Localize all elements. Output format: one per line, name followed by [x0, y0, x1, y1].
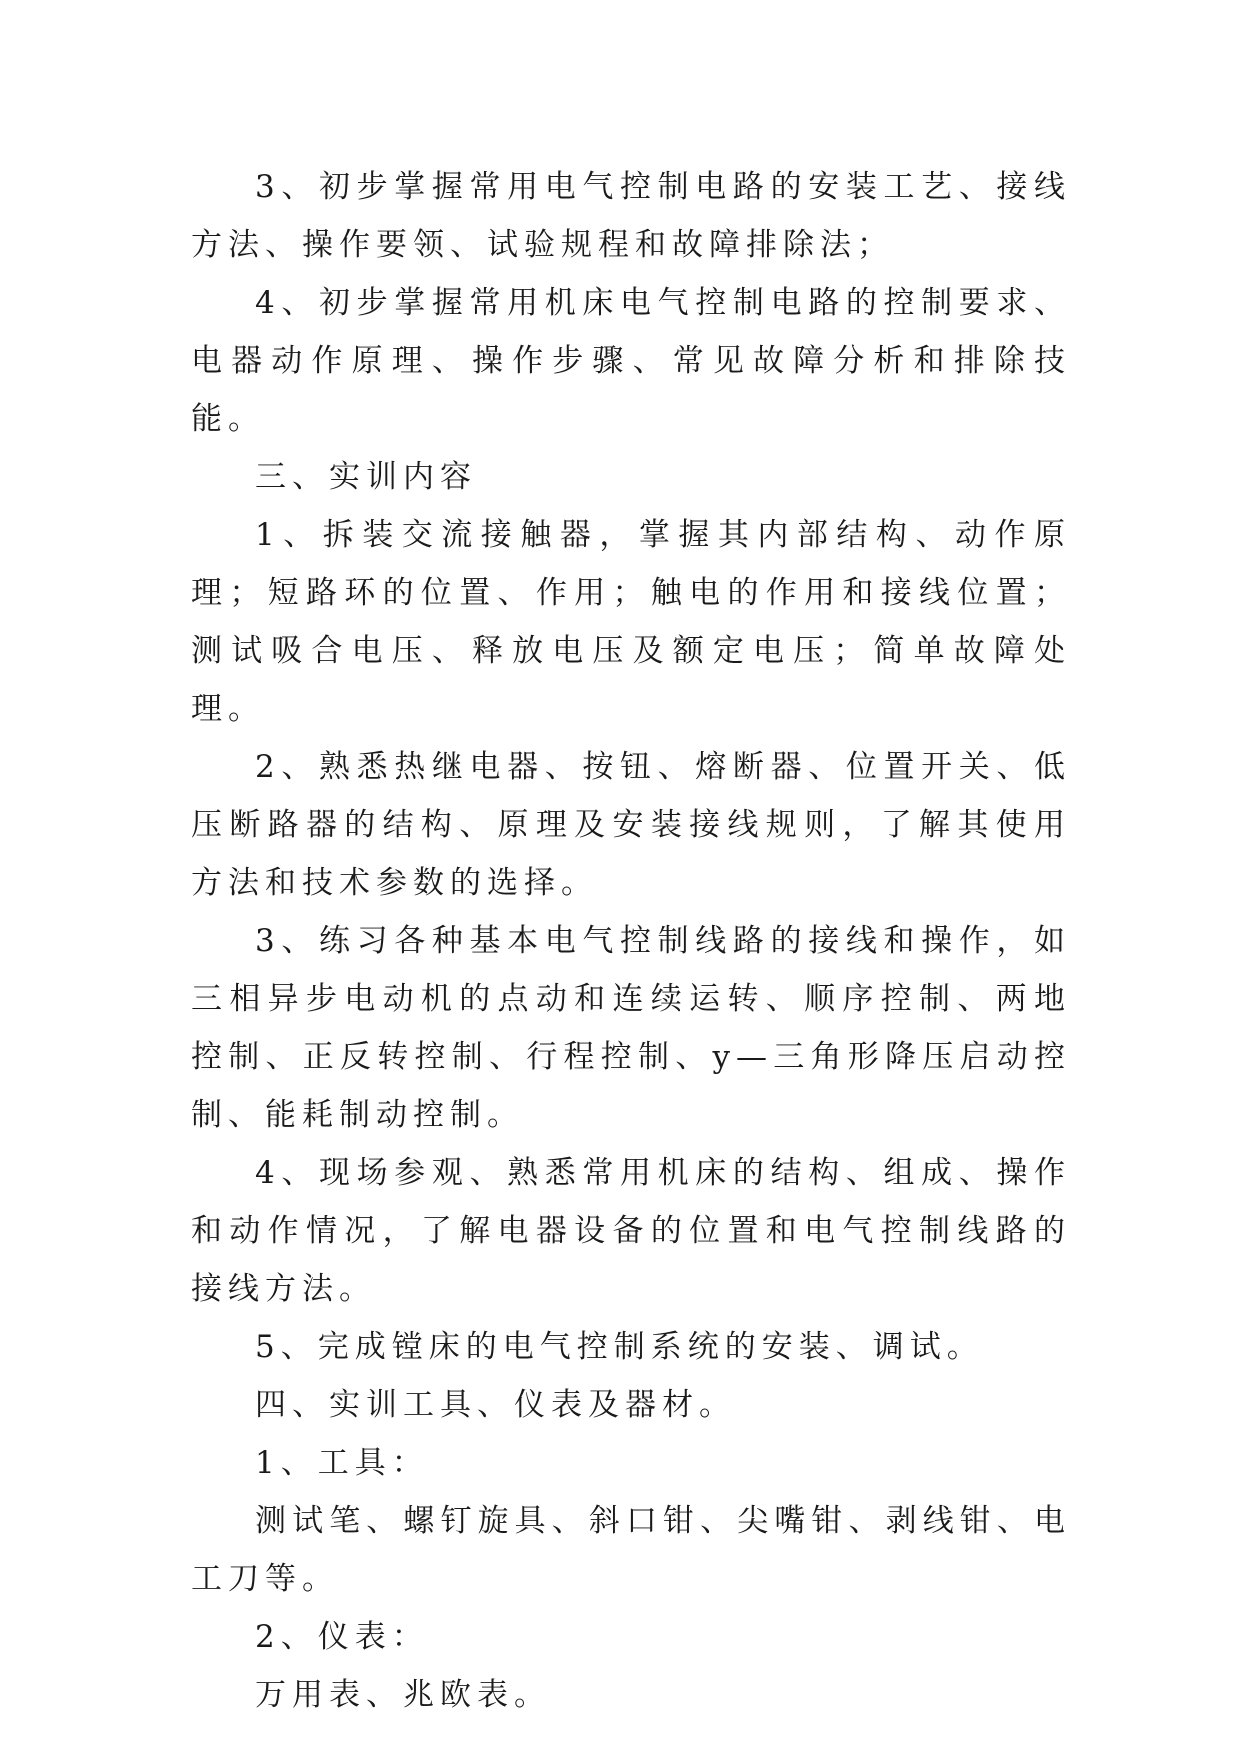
content-item-3-paragraph: 3、练习各种基本电气控制线路的接线和操作，如三相异步电动机的点动和连续运转、顺序控制、两地控制、正反转控制、行程控制、y—三角形降压启动控制、能耗制动控制。 [191, 923, 1071, 1133]
tools-subheading: 1、工具： [255, 1445, 429, 1481]
content-item-2-paragraph: 2、熟悉热继电器、按钮、熔断器、位置开关、低压断路器的结构、原理及安装接线规则，了解其使用方法和技术参数的选择。 [191, 749, 1071, 901]
objective-3-paragraph: 3、初步掌握常用电气控制电路的安装工艺、接线方法、操作要领、试验规程和故障排除法； [191, 169, 1071, 263]
content-item-4-paragraph: 4、现场参观、熟悉常用机床的结构、组成、操作和动作情况，了解电器设备的位置和电气控制线路的接线方法。 [191, 1155, 1071, 1307]
section-heading-training-content: 三、实训内容 [255, 459, 477, 495]
section-heading-tools: 四、实训工具、仪表及器材。 [255, 1387, 736, 1423]
instruments-subheading: 2、仪表： [255, 1619, 429, 1655]
content-item-5-paragraph: 5、完成镗床的电气控制系统的安装、调试。 [255, 1329, 984, 1365]
tools-list-paragraph: 测试笔、螺钉旋具、斜口钳、尖嘴钳、剥线钳、电工刀等。 [191, 1503, 1071, 1597]
objective-4-paragraph: 4、初步掌握常用机床电气控制电路的控制要求、电器动作原理、操作步骤、常见故障分析和排除技能。 [191, 285, 1071, 437]
instruments-list-paragraph: 万用表、兆欧表。 [255, 1677, 551, 1713]
document-body [191, 158, 1071, 1724]
content-item-1-paragraph: 1、拆装交流接触器，掌握其内部结构、动作原理；短路环的位置、作用；触电的作用和接线位置；测试吸合电压、释放电压及额定电压；简单故障处理。 [191, 517, 1071, 727]
